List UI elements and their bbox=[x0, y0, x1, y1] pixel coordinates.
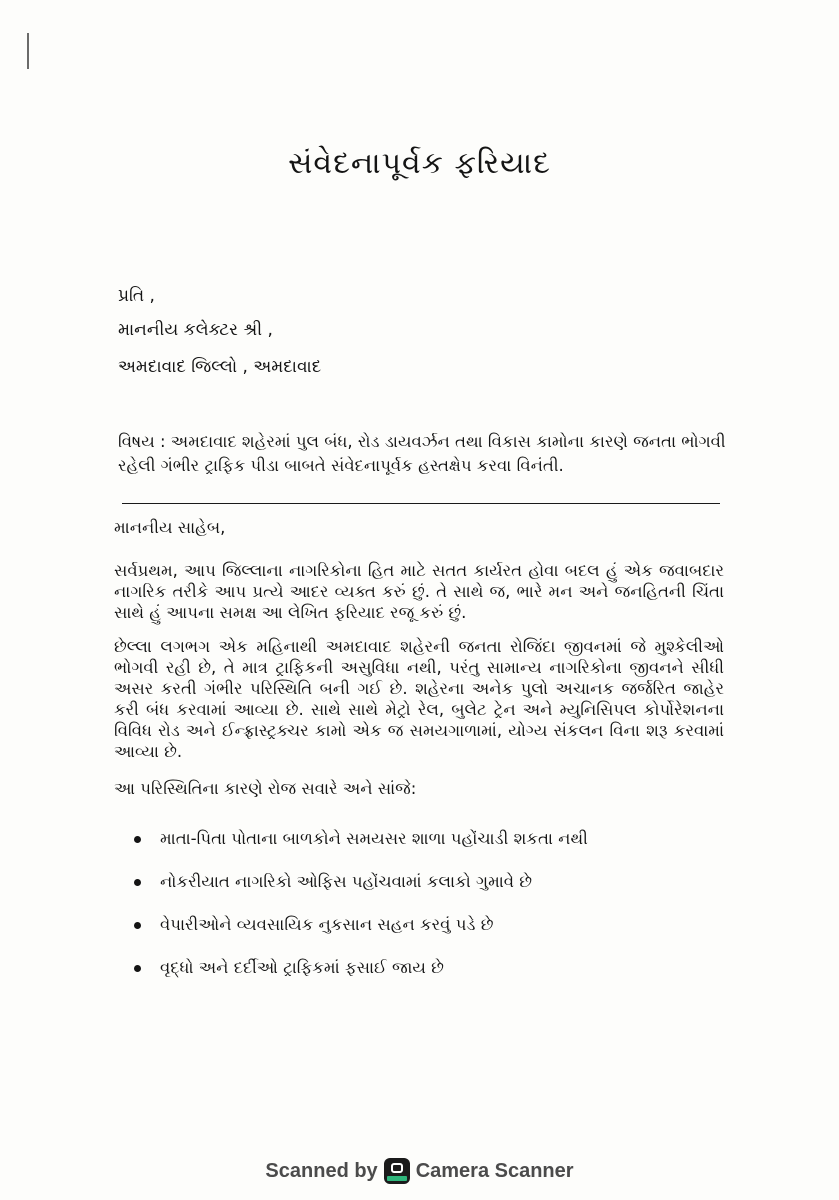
scan-edge-mark bbox=[27, 33, 29, 69]
paragraph-situation: છેલ્લા લગભગ એક મહિનાથી અમદાવાદ શહેરની જનતા રોજિંદા જીવનમાં જે મુશ્કેલીઓ ભોગવી રહી છે, તે માત્ર ટ્રાફિકની અસુવિધા નથી, પરંતુ સામાન્ય નાગરિકોના જીવનને સીધી અસર કરતી ગંભીર પરિસ્થિતિ બની ગઈ છે. શહેરના અનેક પુલો અચાનક જર્જરિત જાહેર કરી બંધ કરવામાં આવ્યા છે. સાથે સાથે મેટ્રો રેલ, બુલેટ ટ્રેન અને મ્યુનિસિપલ કોર્પોરેશનના વિવિધ રોડ અને ઈન્ફ્રાસ્ટ્રક્ચર કામો એક જ સમયગાળામાં, યોગ્ય સંકલન વિના શરૂ કરવામાં આવ્યા છે. bbox=[114, 637, 724, 761]
list-item bbox=[130, 955, 588, 998]
list-item-text: વેપારીઓને વ્યવસાયિક નુકસાન સહન કરવું પડે છે bbox=[160, 915, 494, 934]
bullet-icon bbox=[134, 922, 141, 929]
subject-line: વિષય : અમદાવાદ શહેરમાં પુલ બંધ, રોડ ડાયવર્ઝન તથા વિકાસ કામોના કારણે જનતા ભોગવી રહેલી ગંભીર ટ્રાફિક પીડા બાબતે સંવેદનાપૂર્વક હસ્તક્ષેપ કરવા વિનંતી. bbox=[118, 432, 726, 475]
scanned-by-label: Scanned by bbox=[265, 1159, 378, 1182]
impact-list bbox=[130, 826, 588, 998]
document-title: સંવેદનાપૂર્વક ફરિયાદ bbox=[288, 146, 551, 181]
list-item-text: વૃદ્ધો અને દર્દીઓ ટ્રાફિકમાં ફસાઈ જાય છે bbox=[160, 958, 444, 977]
list-item bbox=[130, 869, 588, 912]
paragraph-consequence-intro: આ પરિસ્થિતિના કારણે રોજ સવારે અને સાંજે: bbox=[114, 779, 417, 798]
divider-line bbox=[122, 503, 720, 504]
salutation: માનનીય સાહેબ, bbox=[114, 518, 226, 537]
list-item bbox=[130, 826, 588, 869]
camera-scanner-icon bbox=[384, 1158, 410, 1184]
address-line-location: અમદાવાદ જિલ્લો , અમદાવાદ bbox=[118, 357, 322, 377]
list-item bbox=[130, 912, 588, 955]
address-line-recipient: માનનીય કલેક્ટર શ્રી , bbox=[118, 320, 273, 340]
scanner-watermark bbox=[0, 1158, 839, 1184]
list-item-text: માતા-પિતા પોતાના બાળકોને સમયસર શાળા પહોંચાડી શકતા નથી bbox=[160, 829, 588, 848]
bullet-icon bbox=[134, 879, 141, 886]
bullet-icon bbox=[134, 836, 141, 843]
address-line-to: પ્રતિ , bbox=[118, 286, 155, 306]
bullet-icon bbox=[134, 965, 141, 972]
scanner-app-name: Camera Scanner bbox=[415, 1159, 574, 1182]
paragraph-intro: સર્વપ્રથમ, આપ જિલ્લાના નાગરિકોના હિત માટે સતત કાર્યરત હોવા બદલ હું એક જવાબદાર નાગરિક તરીકે આપ પ્રત્યે આદર વ્યક્ત કરું છું. તે સાથે જ, ભારે મન અને જનહિતની ચિંતા સાથે હું આપના સમક્ષ આ લેખિત ફરિયાદ રજૂ કરું છું. bbox=[114, 561, 724, 622]
list-item-text: નોકરીયાત નાગરિકો ઓફિસ પહોંચવામાં કલાકો ગુમાવે છે bbox=[160, 872, 533, 891]
